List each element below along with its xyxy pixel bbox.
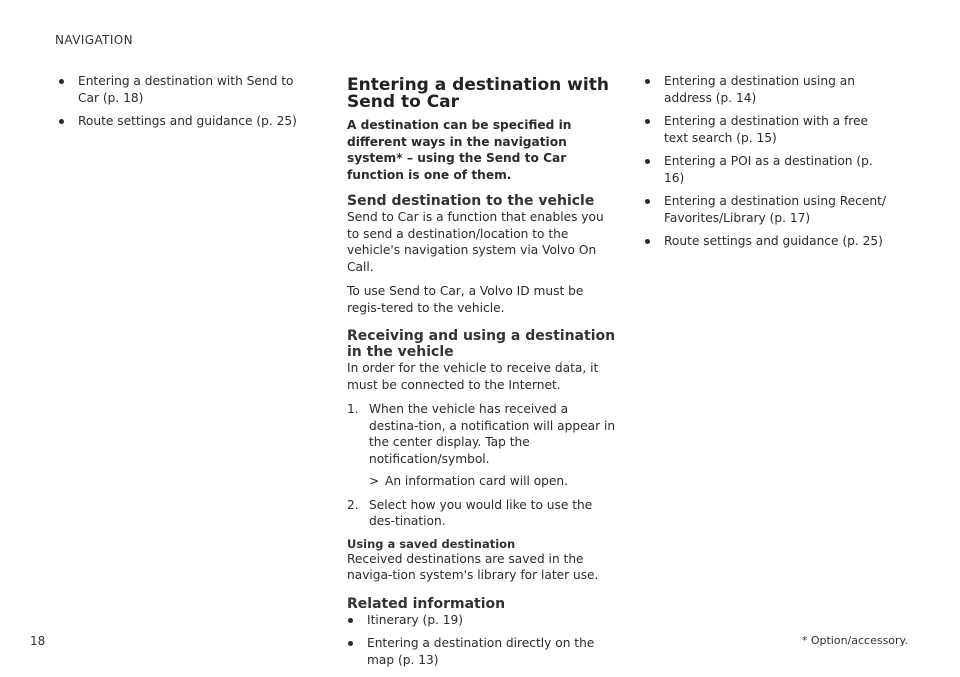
- list-item[interactable]: Route settings and guidance (p. 25): [644, 233, 894, 250]
- list-item[interactable]: Entering a destination with Send to Car (p. 18): [58, 73, 308, 106]
- list-item[interactable]: Entering a POI as a destination (p. 16): [644, 153, 894, 186]
- section-header: NAVIGATION: [55, 33, 134, 47]
- send-heading: Send destination to the vehicle: [347, 193, 595, 209]
- page-number: 18: [30, 634, 46, 648]
- right-column: [644, 73, 894, 257]
- step-item: [347, 497, 617, 530]
- left-bullet-list: [58, 73, 308, 130]
- list-item[interactable]: Route settings and guidance (p. 25): [58, 113, 308, 130]
- related-heading: Related information: [347, 595, 506, 612]
- list-item[interactable]: Entering a destination directly on the map (p. 13): [347, 635, 617, 668]
- list-item[interactable]: Entering a destination using an address (p. 14): [644, 73, 894, 106]
- step-text: Select how you would like to use the des-tination.: [369, 497, 593, 528]
- send-paragraph-2: To use Send to Car, a Volvo ID must be regis-tered to the vehicle.: [347, 284, 584, 315]
- page-title: Entering a destination with Send to Car: [347, 75, 609, 112]
- footnote: * Option/accessory.: [801, 634, 908, 647]
- right-bullet-list: [644, 73, 894, 250]
- saved-paragraph: Received destinations are saved in the naviga-tion system's library for later use.: [347, 551, 599, 582]
- step-text: When the vehicle has received a destina-tion, a notification will appear in the center display. Tap the notification/symbol.: [369, 402, 616, 466]
- result-arrow-icon: >: [369, 474, 380, 488]
- step-number: 1.: [347, 402, 359, 416]
- receive-paragraph: In order for the vehicle to receive data, it must be connected to the Internet.: [347, 361, 599, 392]
- steps-list: [347, 401, 617, 530]
- related-bullet-list: [347, 612, 617, 669]
- step-item: [347, 401, 617, 490]
- main-column: [347, 77, 617, 675]
- step-result: [369, 473, 617, 490]
- send-paragraph-1: Send to Car is a function that enables you to send a destination/location to the vehicle's navigation system via Volvo On Call.: [347, 210, 604, 274]
- list-item[interactable]: Entering a destination using Recent/ Favorites/Library (p. 17): [644, 193, 894, 226]
- saved-heading: Using a saved destination: [347, 536, 516, 551]
- list-item[interactable]: Itinerary (p. 19): [347, 612, 617, 629]
- step-number: 2.: [347, 497, 359, 512]
- list-item[interactable]: Entering a destination with a free text search (p. 15): [644, 113, 894, 146]
- left-column: [58, 73, 308, 137]
- step-result-text: An information card will open.: [385, 474, 569, 488]
- intro-text: A destination can be specified in different ways in the navigation system* – using the Send to Car function is one of them.: [347, 118, 572, 182]
- receive-heading: Receiving and using a destination in the vehicle: [347, 328, 616, 360]
